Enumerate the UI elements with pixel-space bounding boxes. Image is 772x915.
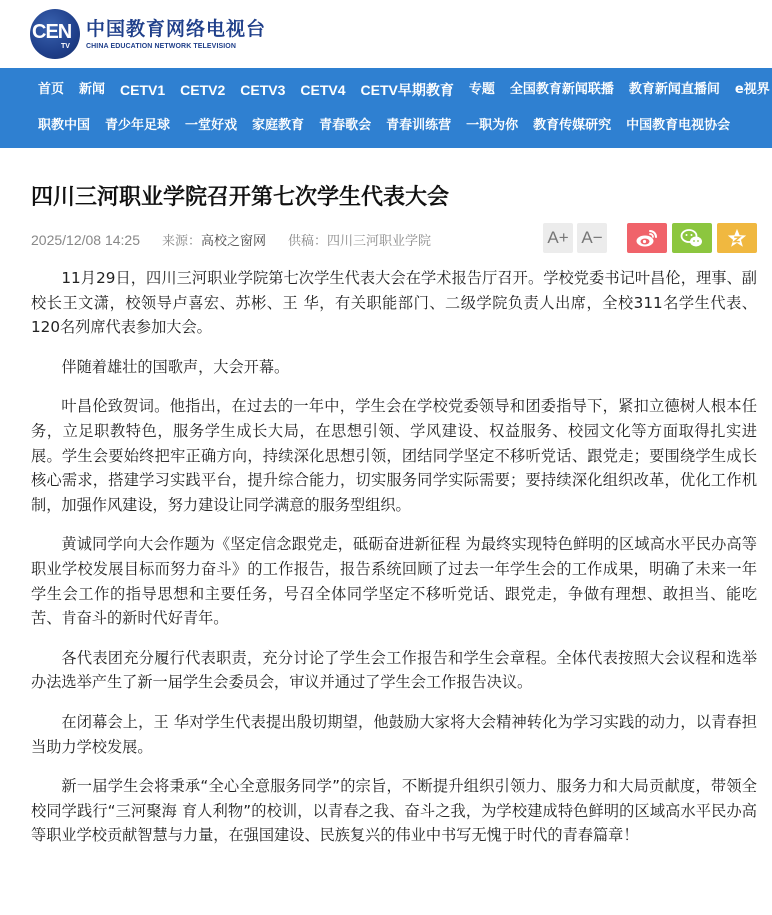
site-header [0, 0, 772, 68]
paragraph: 各代表团充分履行代表职责，充分讨论了学生会工作报告和学生会章程。全体代表按照大会议程和选举办法选举产生了新一届学生会委员会，审议并通过了学生会工作报告决议。 [31, 648, 757, 692]
nav-item-cetv2[interactable]: CETV2 [180, 82, 226, 98]
nav-item-cetv1[interactable]: CETV1 [120, 82, 166, 98]
site-logo[interactable] [30, 9, 266, 59]
site-name-cn: 中国教育网络电视台 [86, 18, 267, 40]
nav-item-youth-concert[interactable]: 青春歌会 [319, 118, 372, 133]
paragraph: 黄诚同学向大会作题为《坚定信念跟党走，砥砺奋进新征程 为最终实现特色鲜明的区域高水平民办高等职业学校发展目标而努力奋斗》的工作报告，报告系统回顾了过去一年学生会的工作成果，明确了未来一年学生会工作的指导思想和主要任务，号召全体同学坚定不移听党话、跟党走，争做有理想、敢担当、能吃苦、肯奋斗的新时代好青年。 [31, 535, 757, 628]
site-name-en: CHINA EDUCATION NETWORK TELEVISION [86, 43, 237, 50]
source-label: 来源： [162, 234, 202, 249]
nav-item-career-for-you[interactable]: 一职为你 [466, 118, 519, 133]
paragraph: 叶昌伦致贺词。他指出，在过去的一年中，学生会在学校党委领导和团委指导下，紧扣立德树人根本任务，立足职教特色，服务学生成长大局，在思想引领、学风建设、权益服务、校园文化等方面取得扎实进展。学生会要始终把牢正确方向，持续深化思想引领，团结同学坚定不移听党话、跟党走；要围绕学生成长核心需求，搭建学习实践平台，提升综合能力，切实服务同学实际需要；要持续深化组织改革，优化工作机制，加强作风建设，努力建设让同学满意的服务型组织。 [31, 397, 757, 514]
publish-date: 2025/12/08 14:25 [31, 232, 140, 248]
nav-item-e-vision[interactable]: e视界 [734, 82, 770, 97]
nav-row-1 [38, 80, 772, 100]
paragraph: 伴随着雄壮的国歌声，大会开幕。 [61, 357, 290, 376]
share-weibo-button[interactable] [627, 223, 667, 253]
nav-item-good-show[interactable]: 一堂好戏 [185, 118, 238, 133]
font-decrease-button[interactable]: A− [577, 223, 607, 253]
nav-row-2 [38, 116, 745, 136]
nav-item-youth-camp[interactable]: 青春训练营 [386, 118, 452, 133]
article-body [31, 266, 757, 863]
nav-item-home[interactable]: 首页 [38, 82, 65, 97]
nav-item-topics[interactable]: 专题 [468, 82, 495, 97]
source-value: 高校之窗网 [201, 234, 267, 249]
article-meta [31, 230, 431, 252]
contributor-value: 四川三河职业学院 [327, 234, 432, 249]
logo-mark: CEN [32, 21, 72, 43]
nav-item-youth-football[interactable]: 青少年足球 [105, 118, 171, 133]
wechat-icon [680, 228, 704, 248]
nav-item-vocational-china[interactable]: 职教中国 [38, 118, 91, 133]
article-tools [543, 223, 762, 253]
paragraph: 在闭幕会上，王 华对学生代表提出殷切期望，他鼓励大家将大会精神转化为学习实践的动力，以青春担当助力学校发展。 [31, 712, 757, 756]
nav-item-national-education-news[interactable]: 全国教育新闻联播 [509, 82, 614, 97]
share-qzone-button[interactable] [717, 223, 757, 253]
cen-logo-icon [30, 9, 80, 59]
weibo-icon [635, 228, 659, 248]
contributor-label: 供稿： [288, 234, 328, 249]
qzone-star-icon [726, 227, 748, 249]
paragraph: 11月29日，四川三河职业学院第七次学生代表大会在学术报告厅召开。学校党委书记叶昌伦，理事、副校长王文潇，校领导卢喜宏、苏彬、王 华，有关职能部门、二级学院负责人出席，全校311名学生代表、120名列席代表参加大会。 [31, 269, 757, 337]
paragraph: 新一届学生会将秉承“全心全意服务同学”的宗旨，不断提升组织引领力、服务力和大局贡献度，带领全校同学践行“三河聚海 育人利物”的校训，以青春之我、奋斗之我，为学校建成特色鲜明的区域高水平民办高等职业学校贡献智慧与力量，在强国建设、民族复兴的伟业中书写无愧于时代的青春篇章！ [31, 777, 757, 845]
nav-item-news[interactable]: 新闻 [79, 82, 106, 97]
font-increase-button[interactable]: A+ [543, 223, 573, 253]
nav-item-education-tv-association[interactable]: 中国教育电视协会 [626, 118, 731, 133]
main-nav [0, 68, 772, 148]
nav-item-cetv-early-education[interactable]: CETV早期教育 [360, 82, 454, 98]
share-wechat-button[interactable] [672, 223, 712, 253]
logo-sub: TV [61, 43, 70, 50]
article-title: 四川三河职业学院召开第七次学生代表大会 [31, 185, 450, 210]
nav-item-education-news-live[interactable]: 教育新闻直播间 [628, 82, 720, 97]
nav-item-media-research[interactable]: 教育传媒研究 [533, 118, 612, 133]
nav-item-cetv3[interactable]: CETV3 [240, 82, 286, 98]
nav-item-family-education[interactable]: 家庭教育 [252, 118, 305, 133]
nav-item-cetv4[interactable]: CETV4 [300, 82, 346, 98]
